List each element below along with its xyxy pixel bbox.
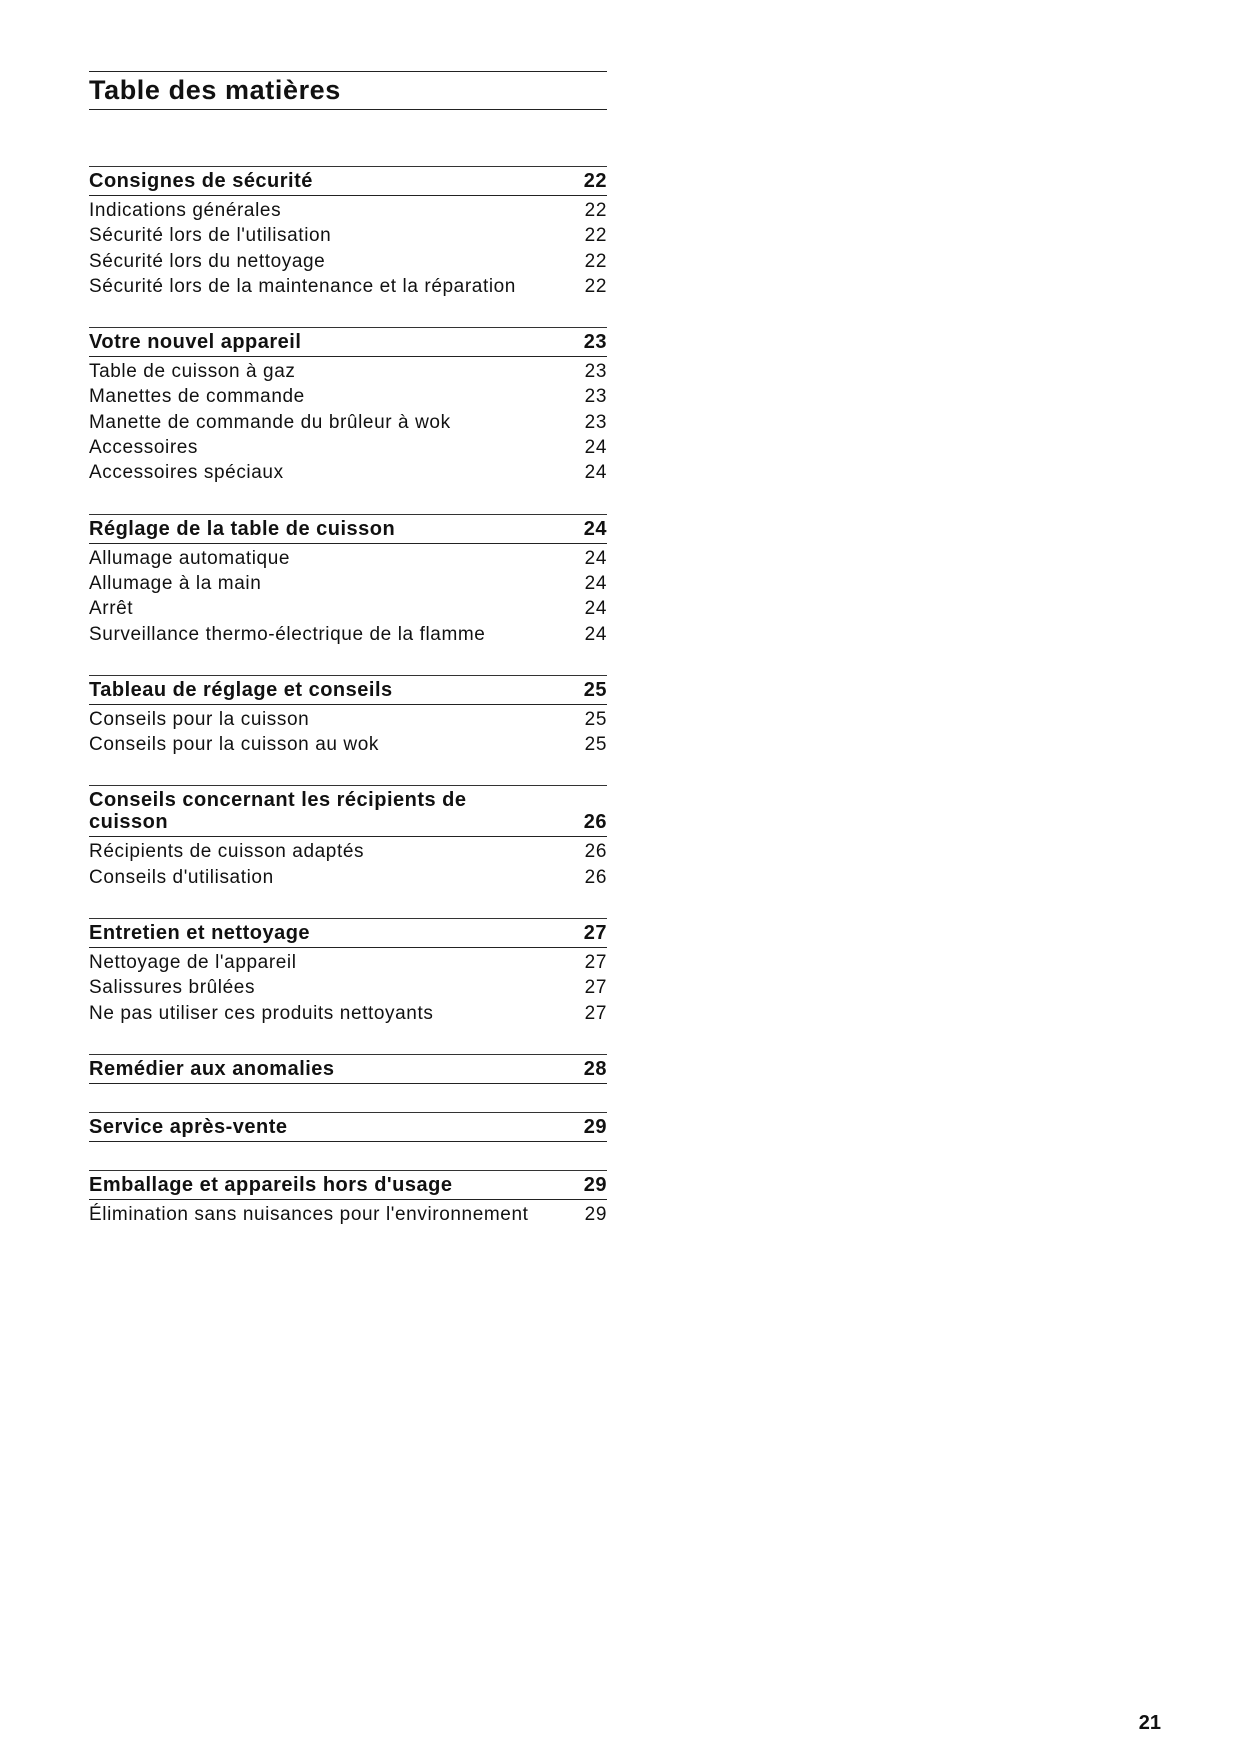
toc-entry-list: [89, 839, 607, 890]
entry-label: Salissures brûlées: [89, 977, 256, 999]
toc-section-header[interactable]: [89, 918, 607, 948]
entry-page: 26: [584, 841, 607, 863]
toc-entry[interactable]: [89, 865, 607, 890]
entry-label: Récipients de cuisson adaptés: [89, 841, 365, 863]
toc-section: [89, 675, 607, 758]
title-bar: [89, 71, 607, 110]
toc-entry[interactable]: [89, 198, 607, 223]
toc-entry[interactable]: [89, 359, 607, 384]
section-page: 29: [583, 1173, 607, 1196]
entry-label: Allumage automatique: [89, 547, 291, 569]
toc-section: [89, 785, 607, 890]
entry-label: Élimination sans nuisances pour l'environnement: [89, 1203, 529, 1225]
toc-entry[interactable]: [89, 460, 607, 485]
toc-entry[interactable]: [89, 707, 607, 732]
section-title: Conseils concernant les récipients de cuisson: [89, 789, 467, 834]
section-page: 25: [583, 678, 607, 701]
toc-section: [89, 1054, 607, 1084]
entry-label: Surveillance thermo-électrique de la flamme: [89, 623, 486, 645]
entry-label: Accessoires: [89, 437, 199, 459]
toc-section-header[interactable]: [89, 675, 607, 705]
entry-label: Indications générales: [89, 200, 282, 221]
entry-label: Sécurité lors de la maintenance et la réparation: [89, 275, 516, 297]
entry-page: 24: [584, 547, 607, 569]
entry-label: Table de cuisson à gaz: [89, 361, 296, 383]
entry-page: 24: [584, 623, 607, 645]
entry-label: Ne pas utiliser ces produits nettoyants: [89, 1002, 434, 1024]
entry-label: Sécurité lors de l'utilisation: [89, 225, 332, 247]
toc-entry-list: [89, 950, 607, 1026]
section-page: 27: [583, 922, 607, 945]
entry-page: 27: [584, 977, 607, 999]
toc-entry[interactable]: [89, 571, 607, 596]
section-title: Votre nouvel appareil: [89, 331, 302, 354]
entry-page: 24: [584, 598, 607, 620]
entry-page: 25: [584, 734, 607, 756]
entry-label: Manettes de commande: [89, 386, 305, 408]
toc-section: [89, 166, 607, 299]
section-title: Emballage et appareils hors d'usage: [89, 1173, 453, 1196]
toc-entry[interactable]: [89, 1202, 607, 1227]
toc-entry[interactable]: [89, 975, 607, 1000]
entry-page: 24: [584, 572, 607, 594]
entry-page: 25: [584, 708, 607, 730]
toc-section-header[interactable]: [89, 1054, 607, 1084]
entry-page: 26: [584, 866, 607, 888]
toc-entry[interactable]: [89, 249, 607, 274]
section-title: Consignes de sécurité: [89, 170, 313, 192]
entry-label: Arrêt: [89, 598, 134, 620]
table-of-contents: [89, 71, 607, 1255]
entry-label: Conseils pour la cuisson: [89, 708, 310, 730]
toc-section-header[interactable]: [89, 166, 607, 196]
toc-entry[interactable]: [89, 410, 607, 435]
toc-entry-list: [89, 707, 607, 758]
toc-entry[interactable]: [89, 950, 607, 975]
entry-page: 23: [584, 386, 607, 408]
toc-entry-list: [89, 198, 607, 299]
toc-section: [89, 1112, 607, 1142]
toc-section: [89, 918, 607, 1026]
entry-page: 24: [584, 462, 607, 484]
entry-label: Conseils pour la cuisson au wok: [89, 734, 380, 756]
entry-page: 23: [584, 361, 607, 383]
toc-section: [89, 1170, 607, 1227]
entry-page: 24: [584, 437, 607, 459]
section-page: 22: [583, 170, 607, 192]
toc-entry[interactable]: [89, 223, 607, 248]
toc-sections: [89, 166, 607, 1227]
toc-entry[interactable]: [89, 546, 607, 571]
section-title: Remédier aux anomalies: [89, 1057, 335, 1080]
entry-page: 22: [584, 250, 607, 272]
entry-page: 27: [584, 952, 607, 974]
toc-entry[interactable]: [89, 435, 607, 460]
toc-section: [89, 514, 607, 647]
section-title: Entretien et nettoyage: [89, 922, 311, 945]
toc-entry[interactable]: [89, 732, 607, 757]
entry-page: 22: [584, 275, 607, 297]
toc-section: [89, 327, 607, 485]
section-page: 28: [583, 1057, 607, 1080]
section-title: Réglage de la table de cuisson: [89, 517, 396, 540]
toc-section-header[interactable]: [89, 327, 607, 357]
section-title: Tableau de réglage et conseils: [89, 678, 393, 701]
page-number: 21: [1138, 1712, 1161, 1734]
entry-page: 29: [584, 1203, 607, 1225]
section-page: 24: [583, 517, 607, 540]
section-page: 29: [583, 1115, 607, 1138]
section-title: Service après-vente: [89, 1115, 288, 1138]
entry-page: 22: [584, 225, 607, 247]
page-title: Table des matières: [89, 75, 341, 105]
entry-page: 23: [584, 411, 607, 433]
entry-label: Conseils d'utilisation: [89, 866, 274, 888]
toc-entry[interactable]: [89, 384, 607, 409]
entry-page: 27: [584, 1002, 607, 1024]
entry-label: Accessoires spéciaux: [89, 462, 284, 484]
toc-entry-list: [89, 359, 607, 485]
section-page: 26: [583, 811, 607, 834]
entry-label: Nettoyage de l'appareil: [89, 952, 297, 974]
entry-page: 22: [584, 200, 607, 221]
section-page: 23: [583, 331, 607, 354]
toc-section-header[interactable]: [89, 1112, 607, 1142]
toc-entry[interactable]: [89, 1001, 607, 1026]
toc-entry-list: [89, 1202, 607, 1227]
toc-section-header[interactable]: [89, 785, 607, 837]
toc-entry[interactable]: [89, 839, 607, 864]
entry-label: Sécurité lors du nettoyage: [89, 250, 326, 272]
toc-entry-list: [89, 546, 607, 647]
toc-entry[interactable]: [89, 596, 607, 621]
entry-label: Allumage à la main: [89, 572, 262, 594]
toc-entry[interactable]: [89, 274, 607, 299]
toc-section-header[interactable]: [89, 514, 607, 544]
entry-label: Manette de commande du brûleur à wok: [89, 411, 451, 433]
toc-entry[interactable]: [89, 622, 607, 647]
toc-section-header[interactable]: [89, 1170, 607, 1200]
